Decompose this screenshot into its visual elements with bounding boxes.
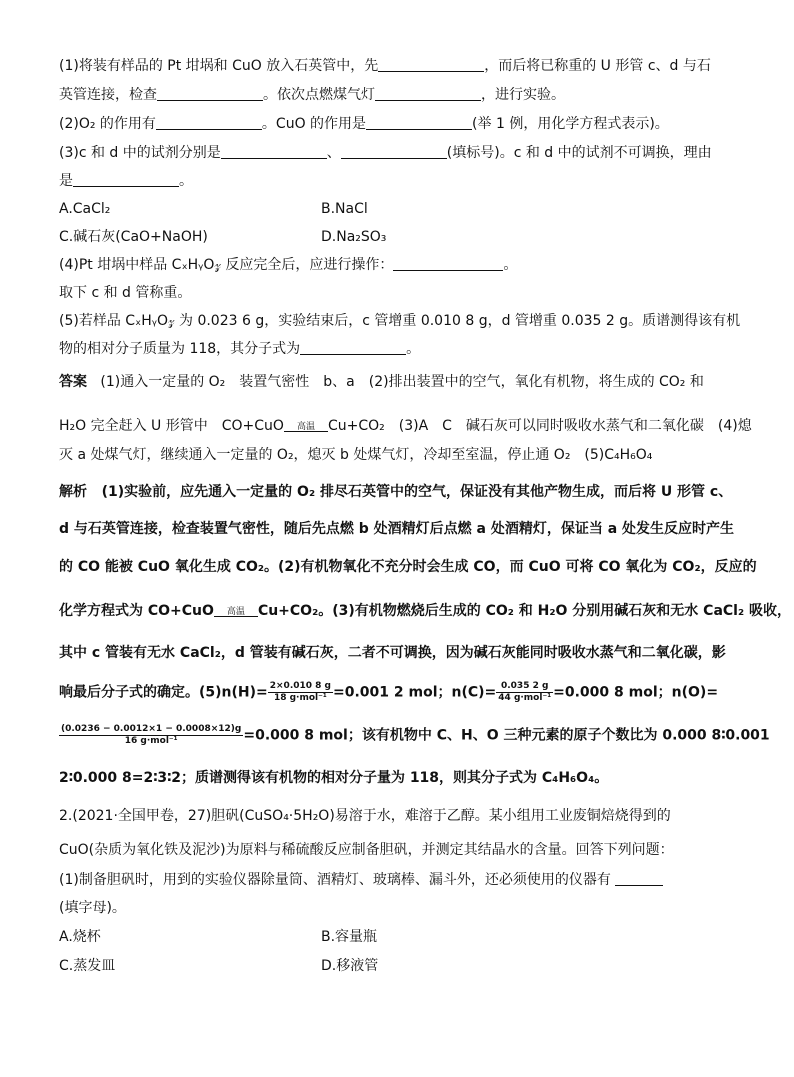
q1-line-3 [59, 114, 669, 134]
answer-l2a: H₂O 完全赶入 U 形管中 CO+CuO [59, 418, 284, 434]
analysis-line-8: 2∶0.000 8=2∶3∶2；质谱测得该有机物的相对分子量为 118，则其分子式为 C₄H₆O₄。 [59, 770, 609, 786]
q1-l11a: 物的相对分子质量为 118，其分子式为 [59, 341, 301, 357]
blank-1[interactable] [378, 56, 484, 72]
q1-option-d: D.Na₂SO₃ [321, 229, 387, 245]
fraction-o: $\frac{(0.0236 - 0.0012\times 1 - 0.0008\times 12)g}{\text{16 g·mol⁻¹}}$ [61, 724, 242, 746]
q1-l5a: 是 [59, 173, 73, 189]
q1-line-2 [59, 85, 565, 105]
q1-l8b: 。 [503, 257, 518, 273]
analysis-line-4 [59, 601, 791, 621]
blank-7[interactable] [341, 143, 447, 159]
blank-11[interactable] [615, 870, 663, 886]
answer-line-1 [59, 372, 704, 392]
analysis-l7: =0.000 8 mol；该有机物中 C、H、O 三种元素的原子个数比为 0.000 8∶0.001 [243, 727, 770, 744]
q1-line-9: 取下 c 和 d 管称重。 [59, 285, 192, 301]
answer-label: 答案 [59, 374, 87, 390]
answer-l1: (1)通入一定量的 O₂ 装置气密性 b、a (2)排出装置中的空气，氧化有机物，将生成的 CO₂ 和 [100, 374, 704, 390]
blank-6[interactable] [221, 143, 327, 159]
q1-option-a: A.CaCl₂ [59, 201, 111, 217]
q2-option-b: B.容量瓶 [321, 929, 378, 945]
q1-option-b: B.NaCl [321, 201, 368, 217]
answer-l2b: Cu+CO₂ (3)A C 碱石灰可以同时吸收水蒸气和二氧化碳 (4)熄 [327, 418, 752, 434]
q1-line-10: (5)若样品 CₓHᵧO𝓏 为 0.023 6 g，实验结束后，c 管增重 0.010 8 g，d 管增重 0.035 2 g。质谱测得该有机 [59, 313, 741, 329]
q1-l11b: 。 [406, 341, 421, 357]
q2-l3a: (1)制备胆矾时，用到的实验仪器除量筒、酒精灯、玻璃棒、漏斗外，还必须使用的仪器有 [59, 872, 611, 888]
q1-l4b: 、 [326, 145, 341, 161]
analysis-line-5: 其中 c 管装有无水 CaCl₂，d 管装有碱石灰，二者不可调换，因为碱石灰能同时吸收水蒸气和二氧化碳，影 [59, 645, 726, 661]
q1-line-1 [59, 56, 711, 76]
analysis-line-3: 的 CO 能被 CuO 氧化生成 CO₂。(2)有机物氧化不充分时会生成 CO，而 CuO 可将 CO 氧化为 CO₂，反应的 [59, 559, 757, 575]
analysis-l4b: Cu+CO₂。(3)有机物燃烧后生成的 CO₂ 和 H₂O 分别用碱石灰和无水 CaCl₂ 吸收， [257, 603, 791, 619]
q1-l3a: (2)O₂ 的作用有 [59, 116, 156, 132]
analysis-line-1 [59, 482, 732, 502]
q1-line-8 [59, 255, 517, 275]
q1-l5b: 。 [179, 173, 193, 189]
analysis-l6a: 响最后分子式的确定。(5)n(H)= [59, 684, 268, 701]
q1-line-11 [59, 339, 420, 359]
blank-5[interactable] [366, 114, 472, 130]
q1-l1a: (1)将装有样品的 Pt 坩埚和 CuO 放入石英管中，先 [59, 58, 379, 74]
q1-l8a: (4)Pt 坩埚中样品 CₓHᵧO𝓏 反应完全后，应进行操作： [59, 257, 394, 273]
blank-8[interactable] [73, 171, 179, 187]
blank-10[interactable] [300, 339, 406, 355]
q1-l4a: (3)c 和 d 中的试剂分别是 [59, 145, 221, 161]
analysis-line-6 [59, 681, 718, 704]
q1-line-4 [59, 143, 712, 163]
analysis-line-2: d 与石英管连接，检查装置气密性，随后先点燃 b 处酒精灯后点燃 a 处酒精灯，保证当 a 处发生反应时产生 [59, 521, 735, 537]
analysis-l6b: =0.001 2 mol；n(C)= [333, 684, 497, 701]
q2-line-1: 2.(2021·全国甲卷，27)胆矾(CuSO₄·5H₂O)易溶于水，难溶于乙醇。某小组用工业废铜焙烧得到的 [59, 808, 671, 824]
analysis-label: 解析 [59, 484, 87, 500]
blank-2[interactable] [157, 85, 263, 101]
q2-option-c: C.蒸发皿 [59, 958, 116, 974]
blank-9[interactable] [393, 255, 503, 271]
blank-3[interactable] [375, 85, 481, 101]
analysis-l4a: 化学方程式为 CO+CuO [59, 603, 214, 619]
analysis-l6c: =0.000 8 mol；n(O)= [553, 684, 719, 701]
q2-line-3 [59, 870, 663, 890]
reaction-condition-2: 高温 [226, 607, 245, 617]
reaction-condition: 高温 [296, 422, 315, 432]
q1-l4c: (填标号)。c 和 d 中的试剂不可调换，理由 [446, 145, 712, 161]
reaction-arrow-2 [214, 607, 258, 617]
blank-4[interactable] [156, 114, 262, 130]
q2-line-2: CuO(杂质为氧化铁及泥沙)为原料与稀硫酸反应制备胆矾，并测定其结晶水的含量。回答下列问题： [59, 842, 674, 858]
analysis-line-7 [59, 724, 770, 747]
analysis-l1: (1)实验前，应先通入一定量的 O₂ 排尽石英管中的空气，保证没有其他产物生成，而后将 U 形管 c、 [101, 484, 733, 500]
q1-l2b: 。依次点燃煤气灯 [263, 87, 375, 103]
q2-line-4: (填字母)。 [59, 900, 126, 916]
q2-option-d: D.移液管 [321, 958, 379, 974]
q1-l3b: 。CuO 的作用是 [261, 116, 367, 132]
fraction-h: $\frac{2\times 0.010 8 g}{\text{18 g·mol⁻¹}}$ [269, 681, 331, 703]
q1-l1b: ，而后将已称重的 U 形管 c、d 与石 [484, 58, 711, 74]
q1-option-c: C.碱石灰(CaO+NaOH) [59, 229, 208, 245]
q1-l2a: 英管连接，检查 [59, 87, 157, 103]
answer-line-3: 灭 a 处煤气灯，继续通入一定量的 O₂，熄灭 b 处煤气灯，冷却至室温，停止通 O₂ (5)C₄H₆O₄ [59, 447, 653, 463]
answer-line-2 [59, 416, 752, 436]
reaction-arrow [284, 422, 328, 432]
q1-l2c: ，进行实验。 [481, 87, 565, 103]
q1-l3c: (举 1 例，用化学方程式表示)。 [472, 116, 669, 132]
q1-line-5 [59, 171, 193, 191]
fraction-c: $\frac{0.035 2 g}{\text{44 g·mol⁻¹}}$ [498, 681, 552, 703]
q2-option-a: A.烧杯 [59, 929, 101, 945]
